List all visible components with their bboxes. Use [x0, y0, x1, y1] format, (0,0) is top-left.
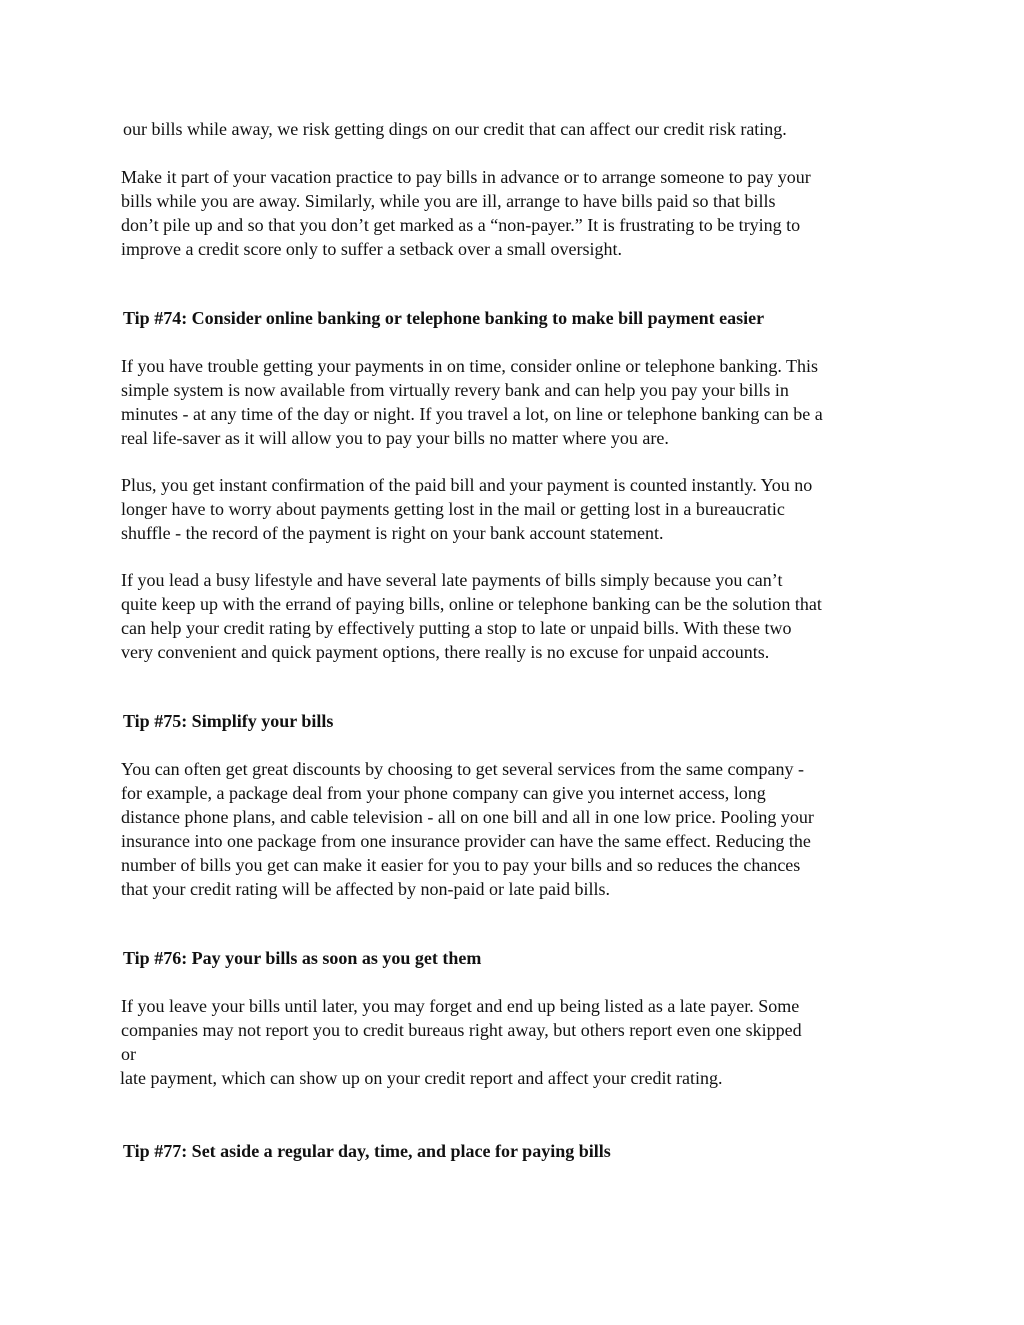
text-line: If you lead a busy lifestyle and have several late payments of bills simply because you can’t: [121, 570, 783, 590]
text-line: number of bills you get can make it easier for you to pay your bills and so reduces the chances: [121, 855, 801, 875]
text-line: Make it part of your vacation practice to pay bills in advance or to arrange someone to pay your: [121, 167, 811, 187]
text-line: our bills while away, we risk getting dings on our credit that can affect our credit risk rating.: [123, 119, 787, 139]
text-line: bills while you are away. Similarly, while you are ill, arrange to have bills paid so that bills: [121, 191, 776, 211]
paragraph-confirmation: [121, 473, 921, 545]
text-line: insurance into one package from one insurance provider can have the same effect. Reducing the: [121, 831, 811, 851]
text-line: shuffle - the record of the payment is right on your bank account statement.: [121, 523, 664, 543]
text-line: for example, a package deal from your phone company can give you internet access, long: [121, 783, 766, 803]
text-line: longer have to worry about payments getting lost in the mail or getting lost in a bureaucratic: [121, 499, 785, 519]
paragraph-simplify: [121, 757, 921, 901]
paragraph-pay-soon: [121, 994, 921, 1090]
text-line: late payment, which can show up on your credit report and affect your credit rating.: [120, 1068, 723, 1088]
paragraph-online-banking: [121, 354, 921, 450]
text-line: distance phone plans, and cable television - all on one bill and all in one low price. Pooling your: [121, 807, 814, 827]
paragraph-busy-lifestyle: [121, 568, 921, 664]
text-line: Plus, you get instant confirmation of the paid bill and your payment is counted instantly. You no: [121, 475, 813, 495]
text-line: don’t pile up and so that you don’t get marked as a “non-payer.” It is frustrating to be trying to: [121, 215, 801, 235]
paragraph-vacation: [121, 165, 921, 261]
heading-tip-77: Tip #77: Set aside a regular day, time, and place for paying bills: [123, 1141, 611, 1161]
text-line: quite keep up with the errand of paying bills, online or telephone banking can be the solution that: [121, 594, 822, 614]
text-line: If you leave your bills until later, you may forget and end up being listed as a late payer. Some: [121, 996, 800, 1016]
text-line: improve a credit score only to suffer a setback over a small oversight.: [121, 239, 623, 259]
text-line: You can often get great discounts by choosing to get several services from the same company -: [121, 759, 804, 779]
heading-tip-74: Tip #74: Consider online banking or telephone banking to make bill payment easier: [123, 308, 765, 328]
text-line: can help your credit rating by effectively putting a stop to late or unpaid bills. With these two: [121, 618, 792, 638]
text-line: minutes - at any time of the day or night. If you travel a lot, on line or telephone banking can be a: [121, 404, 823, 424]
text-line: that your credit rating will be affected by non-paid or late paid bills.: [121, 879, 611, 899]
text-line: If you have trouble getting your payments in on time, consider online or telephone banking. This: [121, 356, 819, 376]
heading-tip-75: Tip #75: Simplify your bills: [123, 711, 334, 731]
text-line: very convenient and quick payment options, there really is no excuse for unpaid accounts.: [121, 642, 770, 662]
paragraph-intro: [123, 117, 923, 141]
text-line: real life-saver as it will allow you to pay your bills no matter where you are.: [121, 428, 669, 448]
text-line: simple system is now available from virtually revery bank and can help you pay your bills in: [121, 380, 789, 400]
heading-tip-76: Tip #76: Pay your bills as soon as you get them: [123, 948, 482, 968]
text-line: or: [121, 1044, 136, 1064]
text-line: companies may not report you to credit bureaus right away, but others report even one skipped: [121, 1020, 802, 1040]
